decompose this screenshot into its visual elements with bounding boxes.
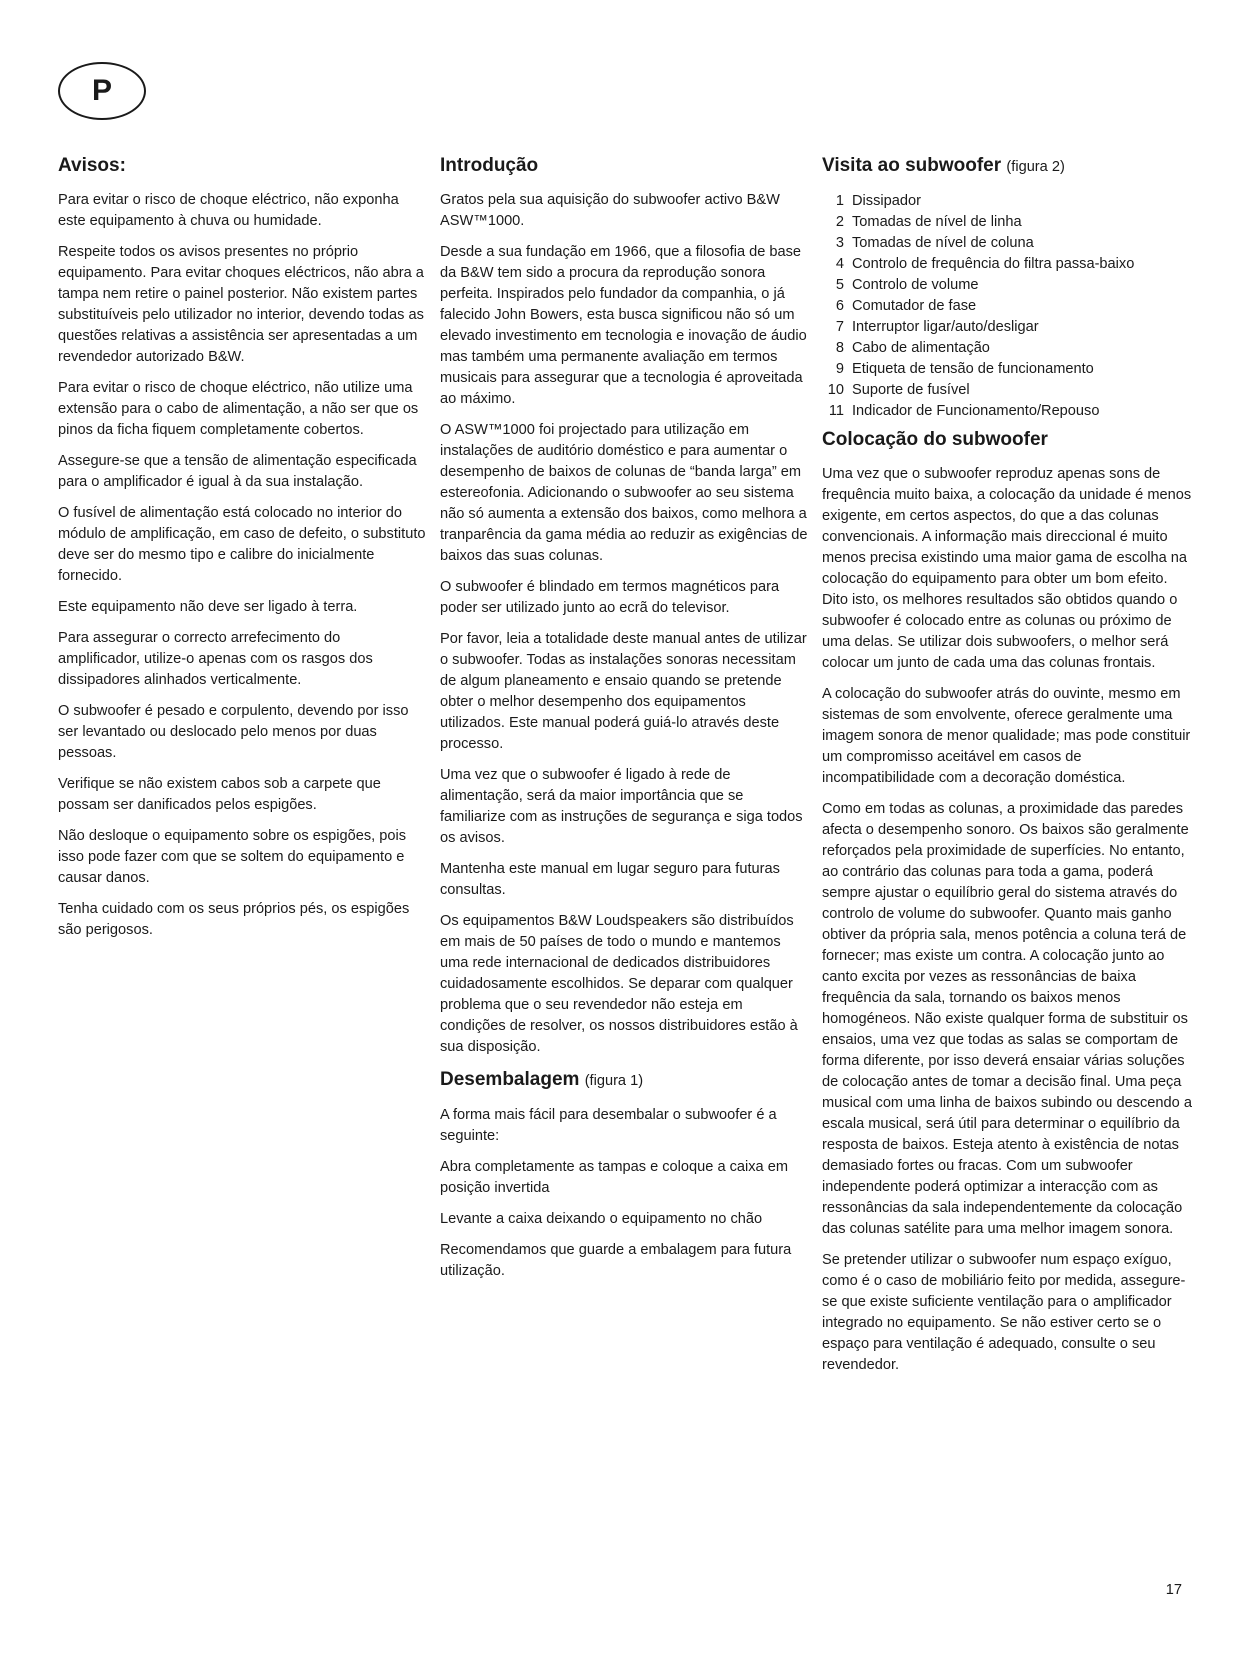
avisos-paragraph: Não desloque o equipamento sobre os espigões, pois isso pode fazer com que se soltem do equipamento e causar danos. bbox=[58, 828, 407, 886]
avisos-paragraph: Assegure-se que a tensão de alimentação especificada para o amplificador é igual à da sua instalação. bbox=[58, 453, 417, 490]
column-avisos bbox=[58, 154, 426, 951]
list-item bbox=[822, 338, 1194, 359]
visita-title: Visita ao subwoofer bbox=[822, 155, 1002, 176]
avisos-paragraph: Verifique se não existem cabos sob a carpete que possam ser danificados pelos espigões. bbox=[58, 776, 381, 813]
introducao-paragraph: Uma vez que o subwoofer é ligado à rede de alimentação, será da maior importância que se familiarize com as instruções de segurança e siga todos os avisos. bbox=[440, 767, 803, 846]
item-number: 11 bbox=[828, 403, 844, 419]
desembalagem-figure-ref: (figura 1) bbox=[584, 1073, 644, 1089]
avisos-paragraph: Tenha cuidado com os seus próprios pés, os espigões são perigosos. bbox=[58, 901, 410, 938]
item-number: 10 bbox=[827, 382, 844, 398]
desembalagem-paragraph: Abra completamente as tampas e coloque a caixa em posição invertida bbox=[440, 1159, 789, 1196]
list-item bbox=[822, 317, 1194, 338]
visita-figure-ref: (figura 2) bbox=[1006, 159, 1065, 175]
item-number: 4 bbox=[835, 256, 844, 272]
language-badge: P bbox=[58, 62, 146, 120]
avisos-paragraph: O fusível de alimentação está colocado no interior do módulo de amplificação, em caso de defeito, o substituto deve ser do mesmo tipo e calibre do inicialmente fornecido. bbox=[58, 505, 426, 584]
item-label: Controlo de volume bbox=[852, 277, 979, 293]
avisos-paragraph: Respeite todos os avisos presentes no próprio equipamento. Para evitar choques eléctricos, não abra a tampa nem retire o painel posterior. Não existem partes substituíveis pelo utilizador no interior, devendo todas as questões relativas a assistência ser apresentadas a um revendedor autorizado B&W. bbox=[58, 244, 424, 365]
avisos-paragraph: Para evitar o risco de choque eléctrico, não utilize uma extensão para o cabo de alimentação, a não ser que os pinos da ficha fiquem completamente cobertos. bbox=[58, 380, 419, 438]
desembalagem-paragraph: Levante a caixa deixando o equipamento no chão bbox=[440, 1211, 763, 1227]
item-number: 9 bbox=[835, 361, 844, 377]
avisos-paragraph: Este equipamento não deve ser ligado à terra. bbox=[58, 599, 358, 615]
desembalagem-title: Desembalagem bbox=[440, 1069, 580, 1090]
item-label: Dissipador bbox=[852, 193, 921, 209]
introducao-paragraph: O subwoofer é blindado em termos magnéticos para poder ser utilizado junto ao ecrã do televisor. bbox=[440, 579, 780, 616]
avisos-heading: Avisos: bbox=[58, 155, 126, 176]
visita-heading bbox=[822, 154, 1194, 179]
item-label: Controlo de frequência do filtra passa-baixo bbox=[852, 256, 1135, 272]
introducao-heading: Introdução bbox=[440, 155, 539, 176]
list-item bbox=[822, 296, 1194, 317]
colocacao-heading: Colocação do subwoofer bbox=[822, 429, 1048, 450]
desembalagem-paragraph: Recomendamos que guarde a embalagem para futura utilização. bbox=[440, 1242, 792, 1279]
list-item bbox=[822, 233, 1194, 254]
colocacao-paragraph: Como em todas as colunas, a proximidade das paredes afecta o desempenho sonoro. Os baixos são geralmente reforçados pela proximidade de superfícies. No entanto, ao contrário das colunas para toda a gama, poderá sempre ajustar o equilíbrio geral do sistema através do controlo de volume do subwoofer. Quanto mais ganho obtiver da própria sala, menos potência a coluna terá de fornecer; mas existe um contra. A colocação junto ao canto excita por vezes as ressonâncias de baixa frequência da sala, tornando os baixos menos homogéneos. Não existe qualquer forma de substituir os ensaios, uma vez que todas as salas se comportam de forma diferente, por isso deverá ensaiar várias soluções de colocação antes de tomar a decisão final. Uma peça musical com uma linha de baixos subindo ou descendo a escala musical, será útil para determinar o equilíbrio da resposta de baixos. Esteja atento à existência de notas demasiado fortes ou fracas. Com um subwoofer independente poderá optimizar a interacção com as ressonâncias da sala independentemente da colocação das colunas satélite para uma melhor imagem sonora. bbox=[822, 801, 1192, 1237]
list-item bbox=[822, 191, 1194, 212]
colocacao-paragraph: Se pretender utilizar o subwoofer num espaço exíguo, como é o caso de mobiliário feito por medida, assegure-se que existe suficiente ventilação para o amplificador integrado no equipamento. Se não estiver certo se o espaço para ventilação é adequado, consulte o seu revendedor. bbox=[822, 1252, 1186, 1373]
colocacao-paragraph: Uma vez que o subwoofer reproduz apenas sons de frequência muito baixa, a colocação da unidade é menos exigente, em certos aspectos, do que a das colunas convencionais. A informação mais direccional é muito menos precisa existindo uma maior gama de escolha na colocação do equipamento para obter um bom efeito. Dito isto, os melhores resultados são obtidos quando o subwoofer é colocado entre as colunas ou próximo de uma delas. Se utilizar dois subwoofers, o melhor será colocar um junto de cada uma das colunas frontais. bbox=[822, 466, 1192, 671]
avisos-paragraph: Para evitar o risco de choque eléctrico, não exponha este equipamento à chuva ou humidade. bbox=[58, 192, 399, 229]
item-label: Comutador de fase bbox=[852, 298, 977, 314]
item-label: Tomadas de nível de coluna bbox=[852, 235, 1034, 251]
avisos-paragraph: Para assegurar o correcto arrefecimento do amplificador, utilize-o apenas com os rasgos dos dissipadores alinhados verticalmente. bbox=[58, 630, 373, 688]
list-item bbox=[822, 254, 1194, 275]
column-visita bbox=[822, 154, 1194, 1386]
item-number: 5 bbox=[835, 277, 844, 293]
item-number: 1 bbox=[835, 193, 844, 209]
item-label: Etiqueta de tensão de funcionamento bbox=[852, 361, 1094, 377]
item-label: Tomadas de nível de linha bbox=[852, 214, 1022, 230]
parts-list bbox=[822, 191, 1194, 422]
list-item bbox=[822, 359, 1194, 380]
colocacao-paragraph: A colocação do subwoofer atrás do ouvinte, mesmo em sistemas de som envolvente, oferece geralmente uma imagem sonora de menor qualidade; mas pode constituir um compromisso aceitável em casos de incompatibilidade com a decoração doméstica. bbox=[822, 686, 1191, 786]
item-number: 2 bbox=[835, 214, 844, 230]
item-number: 7 bbox=[835, 319, 844, 335]
introducao-paragraph: Desde a sua fundação em 1966, que a filosofia de base da B&W tem sido a procura da reprodução sonora perfeita. Inspirados pelo fundador da companhia, o já falecido John Bowers, esta busca significou não só um elevado investimento em tecnologia e inovação de áudio mas também uma permanente avaliação em termos musicais para assegurar que a tecnologia é aproveitada ao máximo. bbox=[440, 244, 807, 407]
introducao-paragraph: O ASW™1000 foi projectado para utilização em instalações de auditório doméstico e para aumentar o desempenho de baixos de colunas de “banda larga” em estereofonia. Adicionando o subwoofer ao seu sistema não só aumenta a extensão dos baixos, como melhora a tranparência da gama média ao reduzir as exigências de baixos das suas colunas. bbox=[440, 422, 808, 564]
introducao-paragraph: Os equipamentos B&W Loudspeakers são distribuídos em mais de 50 países de todo o mundo e mantemos uma rede internacional de dedicados distribuidores cuidadosamente escolhidos. Se deparar com qualquer problema que o seu revendedor não esteja em condições de resolver, os nossos distribuidores estão à sua disposição. bbox=[440, 913, 798, 1055]
desembalagem-paragraph: A forma mais fácil para desembalar o subwoofer é a seguinte: bbox=[440, 1107, 777, 1144]
page-number: 17 bbox=[1165, 1582, 1182, 1598]
introducao-paragraph: Gratos pela sua aquisição do subwoofer activo B&W ASW™1000. bbox=[440, 192, 780, 229]
desembalagem-heading bbox=[440, 1068, 808, 1093]
list-item bbox=[822, 212, 1194, 233]
item-number: 8 bbox=[835, 340, 844, 356]
introducao-paragraph: Mantenha este manual em lugar seguro para futuras consultas. bbox=[440, 861, 780, 898]
list-item bbox=[822, 380, 1194, 401]
list-item bbox=[822, 275, 1194, 296]
introducao-paragraph: Por favor, leia a totalidade deste manual antes de utilizar o subwoofer. Todas as instalações sonoras necessitam de algum planeamento e ensaio quando se pretende obter o melhor desempenho dos equipamentos utilizados. Este manual poderá guiá-lo através deste processo. bbox=[440, 631, 807, 752]
item-number: 6 bbox=[835, 298, 844, 314]
item-label: Suporte de fusível bbox=[852, 382, 970, 398]
list-item bbox=[822, 401, 1194, 422]
column-introducao bbox=[440, 154, 808, 1292]
item-number: 3 bbox=[835, 235, 844, 251]
item-label: Interruptor ligar/auto/desligar bbox=[852, 319, 1039, 335]
item-label: Indicador de Funcionamento/Repouso bbox=[852, 403, 1100, 419]
item-label: Cabo de alimentação bbox=[852, 340, 990, 356]
avisos-paragraph: O subwoofer é pesado e corpulento, devendo por isso ser levantado ou deslocado pelo menos por duas pessoas. bbox=[58, 703, 409, 761]
